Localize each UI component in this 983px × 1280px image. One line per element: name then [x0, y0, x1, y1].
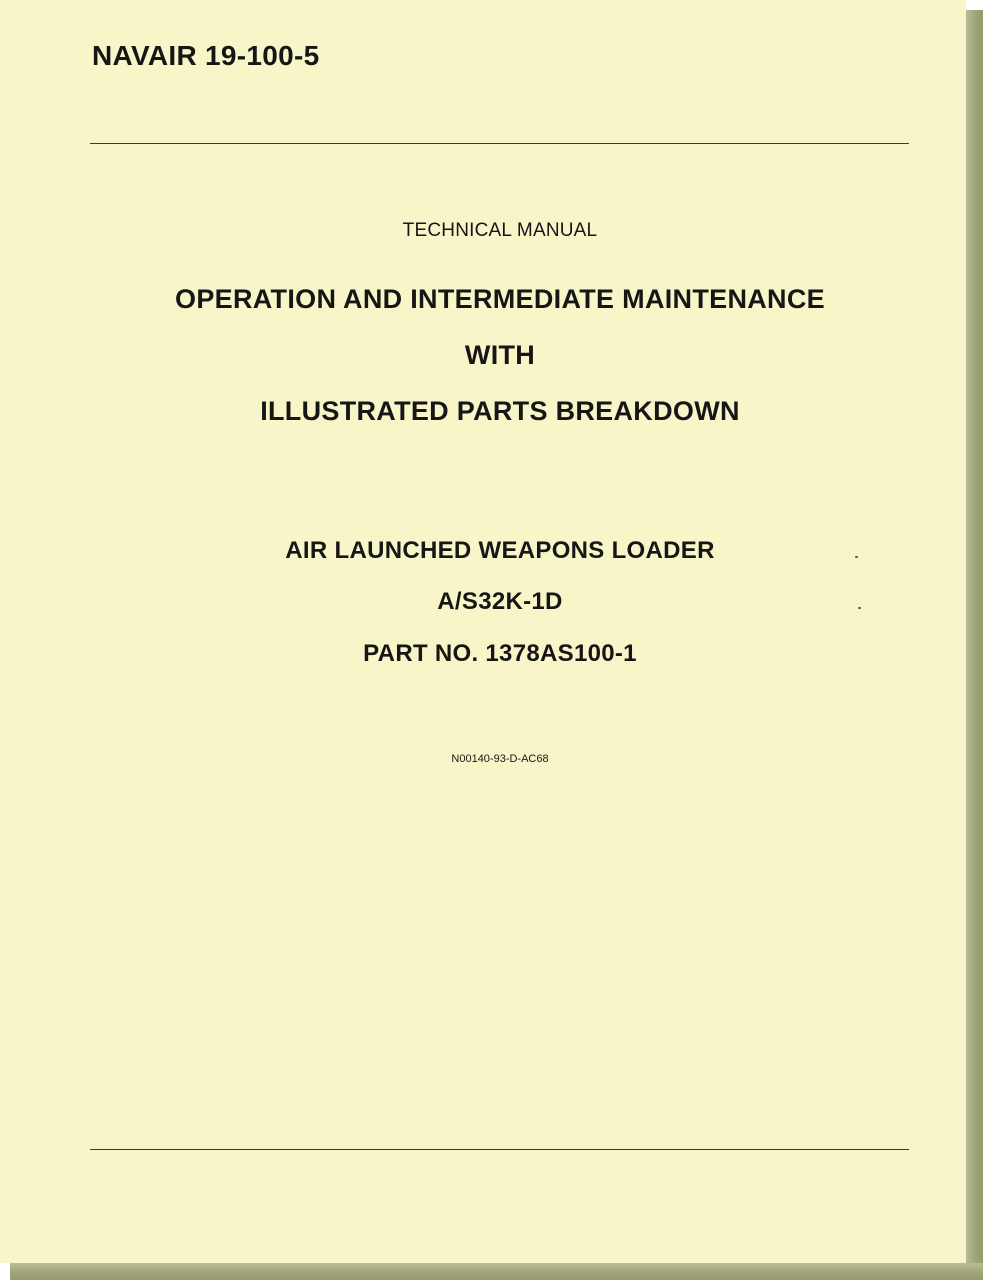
page-shadow-bottom	[10, 1263, 983, 1280]
title-line-3: ILLUSTRATED PARTS BREAKDOWN	[260, 396, 740, 426]
title-line-1: OPERATION AND INTERMEDIATE MAINTENANCE	[175, 284, 825, 314]
scan-speck	[858, 607, 861, 609]
title-line-2: WITH	[464, 340, 536, 370]
scan-speck	[855, 556, 858, 558]
page-shadow-right	[966, 10, 983, 1280]
part-number: PART NO. 1378AS100-1	[363, 640, 637, 667]
contract-number: N00140-93-D-AC68	[451, 753, 549, 765]
manual-type-label: TECHNICAL MANUAL	[402, 220, 598, 241]
document-number: NAVAIR 19-100-5	[92, 40, 320, 71]
bottom-divider	[90, 1149, 909, 1150]
equipment-name: AIR LAUNCHED WEAPONS LOADER	[285, 537, 715, 564]
top-divider	[90, 143, 909, 144]
model-designation: A/S32K-1D	[437, 588, 563, 615]
